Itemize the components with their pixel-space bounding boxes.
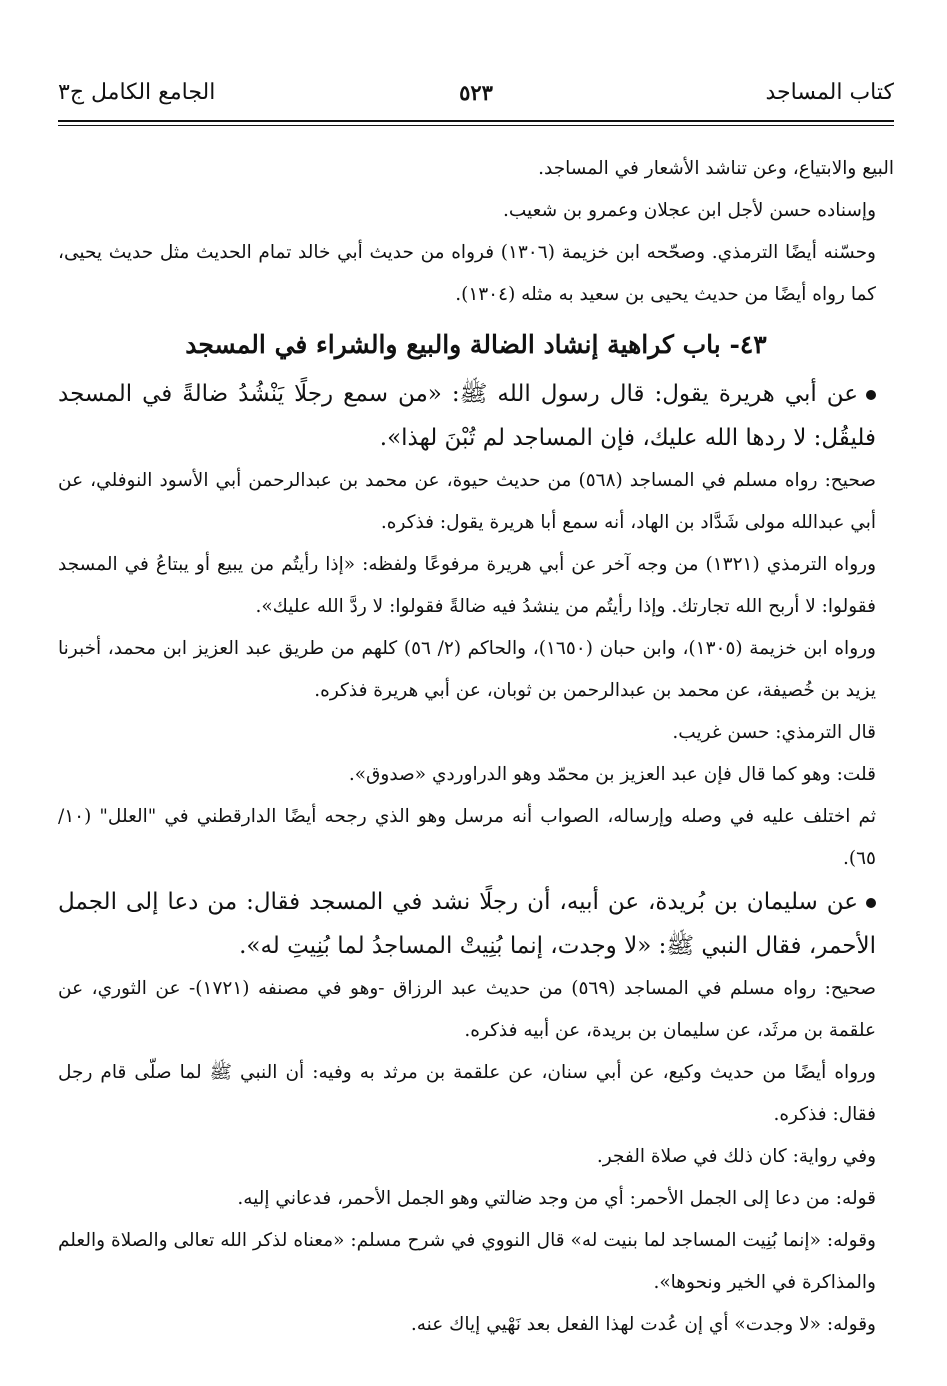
paragraph: صحيح: رواه مسلم في المساجد (٥٦٩) من حديث عبد الرزاق -وهو في مصنفه (١٧٢١)- عن الثوري، عن علقمة بن مرثَد، عن سليمان بن بريدة، عن أبيه فذكره. (58, 978, 876, 1041)
paragraph: ورواه أيضًا من حديث وكيع، عن أبي سنان، عن علقمة بن مرثد به وفيه: أن النبي ﷺ لما صلّى قام رجل فقال: فذكره. (58, 1062, 876, 1125)
running-header (58, 70, 894, 110)
book-page (58, 70, 894, 1335)
paragraph: قلت: وهو كما قال فإن عبد العزيز بن محمّد وهو الدراوردي «صدوق». (348, 764, 876, 785)
hadith-text (58, 880, 894, 968)
header-rule-thin (58, 125, 894, 126)
paragraph: ورواه الترمذي (١٣٢١) من وجه آخر عن أبي هريرة مرفوعًا ولفظه: «إذا رأيتُم من يبيع أو يبتاعُ في المسجد فقولوا: لا أربح الله تجارتك. وإذا رأيتُم من ينشدُ فيه ضالةً فقولوا: لا ردَّ الله عليك». (58, 554, 876, 617)
paragraph: وإسناده حسن لأجل ابن عجلان وعمرو بن شعيب. (503, 200, 876, 221)
paragraph: ثم اختلف عليه في وصله وإرساله، الصواب أنه مرسل وهو الذي رجحه أيضًا الدارقطني في "العلل" (١٠/ ٦٥). (58, 806, 876, 869)
paragraph: وفي رواية: كان ذلك في صلاة الفجر. (596, 1146, 876, 1167)
hadith-text (58, 372, 894, 460)
section-title: ٤٣- باب كراهية إنشاد الضالة والبيع والشراء في المسجد (185, 330, 767, 359)
paragraph: ورواه ابن خزيمة (١٣٠٥)، وابن حبان (١٦٥٠)، والحاكم (٢/ ٥٦) كلهم من طريق عبد العزيز ابن محمد، أخبرنا يزيد بن خُصيفة، عن محمد بن عبدالرحمن بن ثوبان، عن أبي هريرة فذكره. (58, 638, 876, 701)
hadith-body: عن سليمان بن بُريدة، عن أبيه، أن رجلًا نشد في المسجد فقال: من دعا إلى الجمل الأحمر، فقال النبي ﷺ: «لا وجدت، إنما بُنِيتْ المساجدُ لما بُنِيتِ له». (58, 889, 876, 959)
bullet-icon (866, 390, 876, 400)
paragraph: وحسّنه أيضًا الترمذي. وصحّحه ابن خزيمة (١٣٠٦) فرواه من حديث أبي خالد تمام الحديث مثل حديث يحيى، كما رواه أيضًا من حديث يحيى بن سعيد به مثله (١٣٠٤). (58, 242, 876, 305)
paragraph: وقوله: «لا وجدت» أي إن عُدت لهذا الفعل بعد نَهْيي إياك عنه. (410, 1314, 876, 1335)
header-rule-thick (58, 120, 894, 122)
hadith-body: عن أبي هريرة يقول: قال رسول الله ﷺ: «من سمع رجلًا يَنْشُدُ ضالةً في المسجد فليقُل: لا ردها الله عليك، فإن المساجد لم تُبْنَ لهذا». (58, 381, 876, 451)
chapter-title: كتاب المساجد (765, 80, 894, 105)
page-body (58, 148, 894, 1346)
paragraph: قال الترمذي: حسن غريب. (672, 722, 876, 743)
book-title: الجامع الكامل ج٣ (58, 80, 216, 105)
paragraph: قوله: من دعا إلى الجمل الأحمر: أي من وجد ضالتي وهو الجمل الأحمر، فدعاني إليه. (237, 1188, 876, 1209)
paragraph: وقوله: «إنما بُنِيت المساجد لما بنيت له» قال النووي في شرح مسلم: «معناه لذكر الله تعالى والصلاة والعلم والمذاكرة في الخير ونحوها». (58, 1230, 876, 1293)
paragraph: صحيح: رواه مسلم في المساجد (٥٦٨) من حديث حيوة، عن محمد بن عبدالرحمن أبي الأسود النوفلي، عن أبي عبدالله مولى شَدَّاد بن الهاد، أنه سمع أبا هريرة يقول: فذكره. (58, 470, 876, 533)
bullet-icon (866, 898, 876, 908)
page-number: ٥٢٣ (459, 80, 493, 105)
paragraph: البيع والابتياع، وعن تناشد الأشعار في المساجد. (538, 158, 894, 179)
